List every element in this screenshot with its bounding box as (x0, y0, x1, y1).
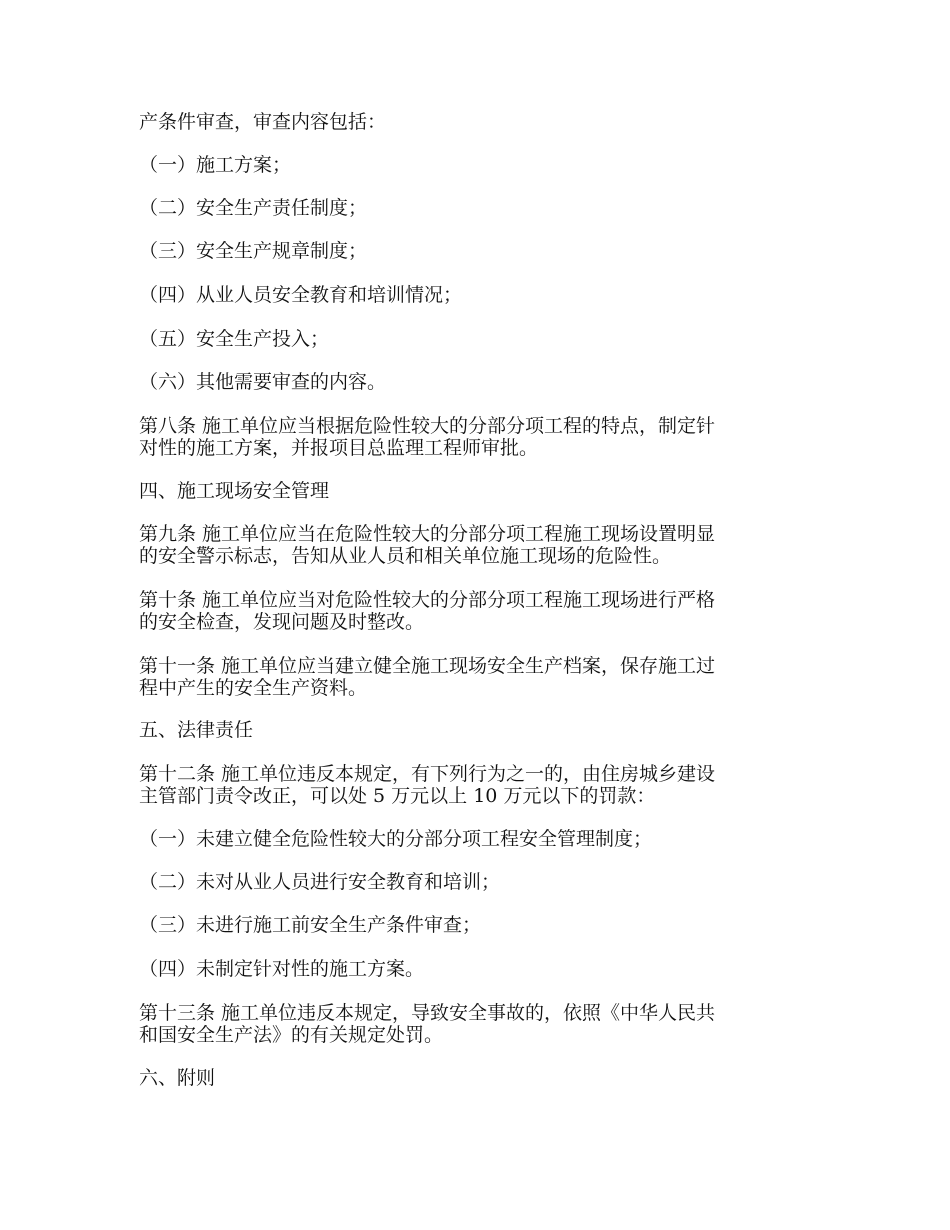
list-item: （六）其他需要审查的内容。 (139, 371, 387, 393)
article-9-line-2: 的安全警示标志，告知从业人员和相关单位施工现场的危险性。 (139, 545, 672, 567)
article-13-line-2: 和国安全生产法》的有关规定处罚。 (139, 1024, 444, 1046)
list-item: （二）安全生产责任制度； (139, 197, 368, 219)
article-11-line-1: 第十一条 施工单位应当建立健全施工现场安全生产档案，保存施工过 (139, 655, 716, 677)
article-10-line-1: 第十条 施工单位应当对危险性较大的分部分项工程施工现场进行严格 (139, 589, 716, 611)
article-12-line-2: 主管部门责令改正，可以处 5 万元以上 10 万元以下的罚款： (139, 785, 656, 807)
list-item: （五）安全生产投入； (139, 328, 330, 350)
list-item: （四）未制定针对性的施工方案。 (139, 958, 425, 980)
list-item: （一）未建立健全危险性较大的分部分项工程安全管理制度； (139, 828, 653, 850)
section-heading: 四、施工现场安全管理 (139, 480, 330, 502)
article-12-line-1: 第十二条 施工单位违反本规定，有下列行为之一的，由住房城乡建设 (139, 763, 716, 785)
section-heading: 六、附则 (139, 1067, 216, 1089)
text-line: 产条件审查，审查内容包括： (139, 111, 387, 133)
list-item: （三）未进行施工前安全生产条件审查； (139, 914, 482, 936)
article-9-line-1: 第九条 施工单位应当在危险性较大的分部分项工程施工现场设置明显 (139, 523, 716, 545)
list-item: （一）施工方案； (139, 154, 292, 176)
list-item: （四）从业人员安全教育和培训情况； (139, 284, 463, 306)
article-8-line-2: 对性的施工方案，并报项目总监理工程师审批。 (139, 437, 539, 459)
article-8-line-1: 第八条 施工单位应当根据危险性较大的分部分项工程的特点，制定针 (139, 415, 716, 437)
article-11-line-2: 程中产生的安全生产资料。 (139, 677, 368, 699)
list-item: （二）未对从业人员进行安全教育和培训； (139, 871, 501, 893)
article-10-line-2: 的安全检查，发现问题及时整改。 (139, 611, 425, 633)
article-13-line-1: 第十三条 施工单位违反本规定，导致安全事故的，依照《中华人民共 (139, 1002, 716, 1024)
section-heading: 五、法律责任 (139, 719, 254, 741)
list-item: （三）安全生产规章制度； (139, 240, 368, 262)
